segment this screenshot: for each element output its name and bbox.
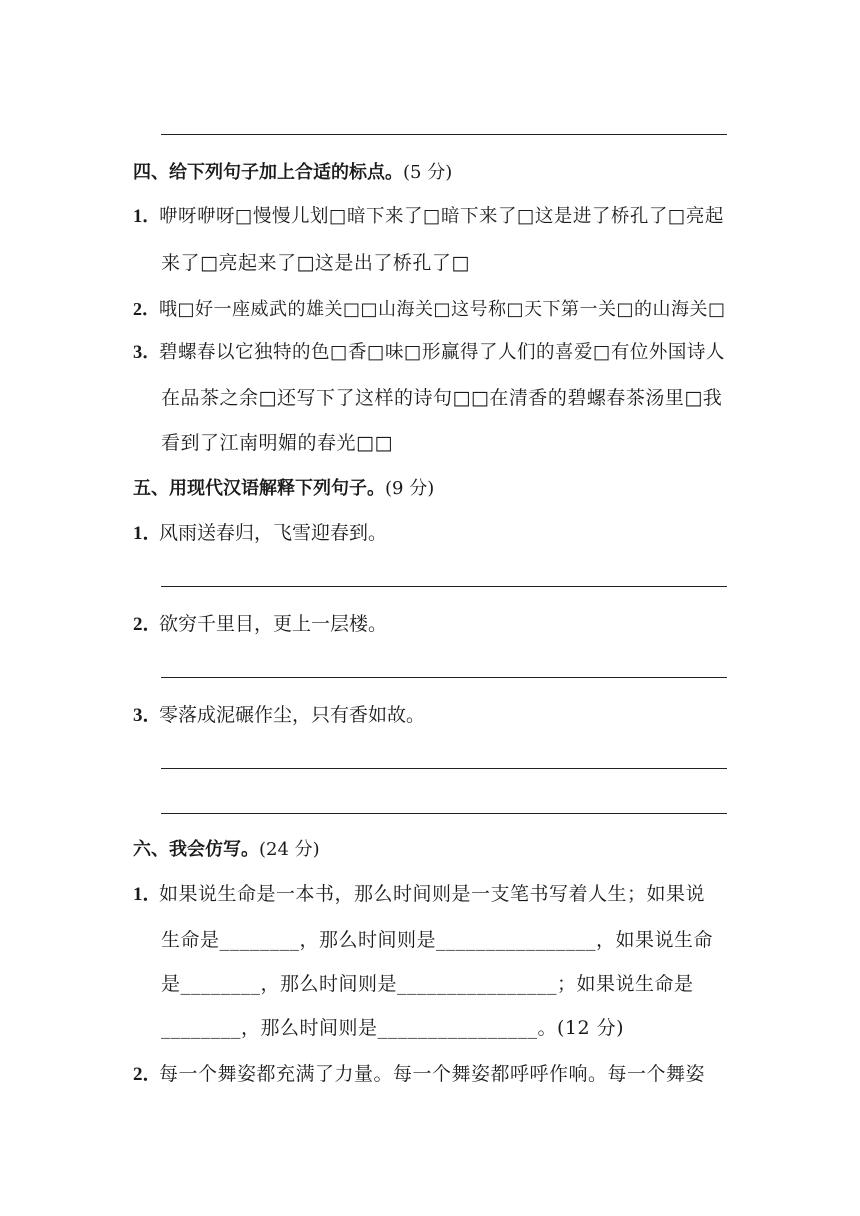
s6-q1-number: 1． bbox=[133, 884, 162, 905]
s6-q1-line4[interactable]: ________，那么时间则是________________。(12 分) bbox=[161, 1017, 625, 1039]
section6-score: (24 分) bbox=[259, 839, 320, 860]
section4-heading bbox=[133, 161, 452, 185]
answer-line-s5-q3b[interactable] bbox=[161, 813, 727, 814]
s4-q3-line2: 在品茶之余□还写下了这样的诗句□□在清香的碧螺春茶汤里□我 bbox=[161, 387, 723, 409]
section5-heading bbox=[133, 477, 434, 501]
s6-q1-line3[interactable]: 是________，那么时间则是________________；如果说生命是 bbox=[161, 973, 694, 995]
s5-q2: 2．欲穷千里目，更上一层楼。 bbox=[133, 613, 388, 635]
s5-q1-number: 1． bbox=[133, 523, 162, 544]
answer-line-top bbox=[161, 134, 727, 135]
answer-line-s5-q2[interactable] bbox=[161, 677, 727, 678]
s6-q1-line1: 1．如果说生命是一本书，那么时间则是一支笔书写着人生；如果说 bbox=[133, 883, 706, 905]
s4-q1-number: 1． bbox=[133, 207, 161, 227]
s4-q1-line1: 1．咿呀咿呀□慢慢儿划□暗下来了□暗下来了□这是进了桥孔了□亮起 bbox=[133, 206, 724, 227]
section4-score: (5 分) bbox=[403, 162, 453, 183]
s4-q2-line1: 2．哦□好一座威武的雄关□□山海关□这号称□天下第一关□的山海关□ bbox=[133, 299, 726, 320]
s4-q3-line1: 3．碧螺春以它独特的色□香□味□形赢得了人们的喜爱□有位外国诗人 bbox=[133, 342, 725, 363]
s5-q2-number: 2． bbox=[133, 614, 162, 635]
answer-line-s5-q3a[interactable] bbox=[161, 768, 727, 769]
section4-title: 四、给下列句子加上合适的标点。 bbox=[133, 162, 403, 183]
answer-line-s5-q1[interactable] bbox=[161, 586, 727, 587]
s4-q1-line2: 来了□亮起来了□这是出了桥孔了□ bbox=[161, 252, 470, 274]
section6-title: 六、我会仿写。 bbox=[133, 839, 259, 860]
s4-q3-line3: 看到了江南明媚的春光□□ bbox=[161, 432, 393, 454]
s6-q1-line2[interactable]: 生命是________，那么时间则是________________，如果说生命 bbox=[161, 929, 714, 951]
s5-q3-number: 3． bbox=[133, 705, 162, 726]
s5-q1: 1．风雨送春归，飞雪迎春到。 bbox=[133, 522, 388, 544]
s5-q3: 3．零落成泥碾作尘，只有香如故。 bbox=[133, 704, 426, 726]
s6-q2-number: 2． bbox=[133, 1064, 162, 1085]
section6-heading bbox=[133, 838, 320, 862]
s4-q2-number: 2． bbox=[133, 299, 160, 319]
section5-title: 五、用现代汉语解释下列句子。 bbox=[133, 478, 385, 499]
section5-score: (9 分) bbox=[385, 478, 435, 499]
s4-q3-number: 3． bbox=[133, 343, 161, 363]
s6-q2-line1: 2．每一个舞姿都充满了力量。每一个舞姿都呼呼作响。每一个舞姿 bbox=[133, 1063, 706, 1085]
